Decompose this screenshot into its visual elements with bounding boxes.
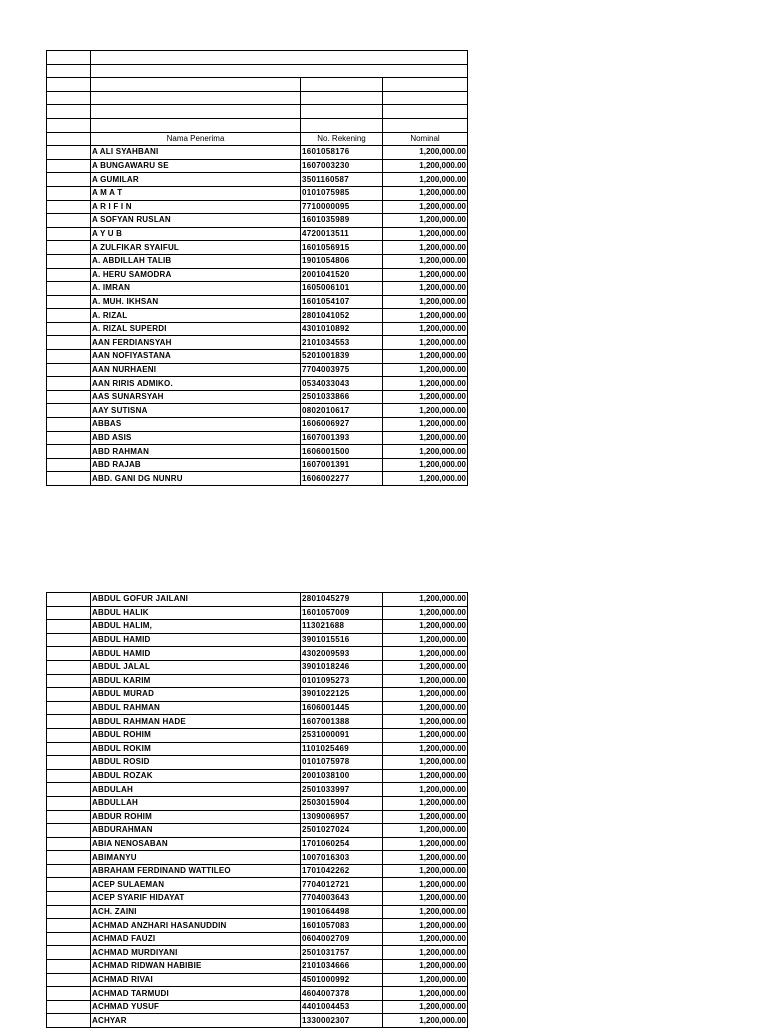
amount-value: 1,200,000.00 (383, 418, 468, 432)
table-row (47, 973, 468, 987)
amount-value: 1,200,000.00 (383, 404, 468, 418)
account-number: 2001038100 (301, 769, 383, 783)
account-number: 2503015904 (301, 796, 383, 810)
recipient-name: A. MUH. IKHSAN (91, 295, 301, 309)
account-number: 1605006101 (301, 282, 383, 296)
recipient-name: AAS SUNARSYAH (91, 390, 301, 404)
table-row (47, 728, 468, 742)
amount-value: 1,200,000.00 (383, 851, 468, 865)
recipient-name: ABDURAHMAN (91, 824, 301, 838)
amount-value: 1,200,000.00 (383, 783, 468, 797)
account-number: 1007016303 (301, 851, 383, 865)
recipient-name: A SOFYAN RUSLAN (91, 214, 301, 228)
table-row (47, 322, 468, 336)
table-row (47, 1014, 468, 1028)
recipient-name: ABD RAJAB (91, 458, 301, 472)
recipient-name: A GUMILAR (91, 173, 301, 187)
table-row (47, 864, 468, 878)
amount-value: 1,200,000.00 (383, 810, 468, 824)
recipient-name: ACEP SULAEMAN (91, 878, 301, 892)
table-row (47, 633, 468, 647)
account-number: 4301010892 (301, 322, 383, 336)
amount-value: 1,200,000.00 (383, 282, 468, 296)
recipient-name: ACH. ZAINI (91, 905, 301, 919)
recipient-name: ABDUL JALAL (91, 660, 301, 674)
table-row (47, 458, 468, 472)
column-header-row (47, 132, 468, 146)
account-number: 4720013511 (301, 227, 383, 241)
amount-value: 1,200,000.00 (383, 756, 468, 770)
table-row (47, 227, 468, 241)
recipient-name: ABDULAH (91, 783, 301, 797)
amount-value: 1,200,000.00 (383, 227, 468, 241)
recipient-name: ABDUL KARIM (91, 674, 301, 688)
recipient-name: A R I F I N (91, 200, 301, 214)
amount-value: 1,200,000.00 (383, 377, 468, 391)
amount-value: 1,200,000.00 (383, 472, 468, 486)
table-row (47, 431, 468, 445)
recipient-name: ACHYAR (91, 1014, 301, 1028)
table-row (47, 593, 468, 607)
table-row (47, 173, 468, 187)
table-row (47, 851, 468, 865)
account-number: 1607003230 (301, 159, 383, 173)
amount-value: 1,200,000.00 (383, 186, 468, 200)
table-row (47, 445, 468, 459)
account-number: 1601057083 (301, 919, 383, 933)
table-row (47, 254, 468, 268)
table-row (47, 1000, 468, 1014)
recipient-name: A. HERU SAMODRA (91, 268, 301, 282)
account-number: 2101034553 (301, 336, 383, 350)
amount-value: 1,200,000.00 (383, 647, 468, 661)
table-row (47, 620, 468, 634)
table-row (47, 660, 468, 674)
recipient-name: ABDULLAH (91, 796, 301, 810)
account-number: 3501160587 (301, 173, 383, 187)
amount-value: 1,200,000.00 (383, 878, 468, 892)
amount-value: 1,200,000.00 (383, 973, 468, 987)
account-number: 113021688 (301, 620, 383, 634)
recipient-name: ACHMAD MURDIYANI (91, 946, 301, 960)
account-number: 1601054107 (301, 295, 383, 309)
header-blank-row (47, 105, 468, 119)
account-number: 1901064498 (301, 905, 383, 919)
recipient-name: A. RIZAL (91, 309, 301, 323)
recipient-name: A. ABDILLAH TALIB (91, 254, 301, 268)
recipient-name: ACHMAD FAUZI (91, 932, 301, 946)
account-number: 0604002709 (301, 932, 383, 946)
recipient-name: AAY SUTISNA (91, 404, 301, 418)
recipient-name: A BUNGAWARU SE (91, 159, 301, 173)
account-number: 1701060254 (301, 837, 383, 851)
recipient-name: ACEP SYARIF HIDAYAT (91, 892, 301, 906)
amount-value: 1,200,000.00 (383, 932, 468, 946)
recipient-name: ACHMAD TARMUDI (91, 987, 301, 1001)
table-row (47, 878, 468, 892)
amount-value: 1,200,000.00 (383, 701, 468, 715)
recipient-name: ACHMAD ANZHARI HASANUDDIN (91, 919, 301, 933)
recipient-name: ABIA NENOSABAN (91, 837, 301, 851)
table-row (47, 268, 468, 282)
amount-value: 1,200,000.00 (383, 660, 468, 674)
recipient-name: AAN FERDIANSYAH (91, 336, 301, 350)
recipient-name: ABDUL ROZAK (91, 769, 301, 783)
account-number: 0802010617 (301, 404, 383, 418)
account-number: 2501031757 (301, 946, 383, 960)
recipient-name: ABDUL HALIK (91, 606, 301, 620)
amount-value: 1,200,000.00 (383, 173, 468, 187)
account-number: 3901015516 (301, 633, 383, 647)
amount-value: 1,200,000.00 (383, 241, 468, 255)
amount-value: 1,200,000.00 (383, 633, 468, 647)
account-number: 4401004453 (301, 1000, 383, 1014)
recipient-table-page-2 (46, 592, 468, 1028)
account-number: 1607001393 (301, 431, 383, 445)
recipient-name: ABDUL ROSID (91, 756, 301, 770)
amount-value: 1,200,000.00 (383, 268, 468, 282)
account-number: 2531000091 (301, 728, 383, 742)
header-blank-row (47, 51, 468, 65)
table-row (47, 824, 468, 838)
recipient-name: A. RIZAL SUPERDI (91, 322, 301, 336)
amount-value: 1,200,000.00 (383, 837, 468, 851)
recipient-name: ABDUL ROHIM (91, 728, 301, 742)
account-number: 1601057009 (301, 606, 383, 620)
amount-value: 1,200,000.00 (383, 620, 468, 634)
amount-value: 1,200,000.00 (383, 159, 468, 173)
table-row (47, 186, 468, 200)
recipient-name: A ALI SYAHBANI (91, 146, 301, 160)
amount-value: 1,200,000.00 (383, 960, 468, 974)
account-number: 4604007378 (301, 987, 383, 1001)
table-row (47, 159, 468, 173)
table-row (47, 390, 468, 404)
table-row (47, 282, 468, 296)
amount-value: 1,200,000.00 (383, 1014, 468, 1028)
table-row (47, 892, 468, 906)
recipient-name: AAN NURHAENI (91, 363, 301, 377)
amount-value: 1,200,000.00 (383, 254, 468, 268)
recipient-name: AAN RIRIS ADMIKO. (91, 377, 301, 391)
recipient-name: ABDUL HAMID (91, 633, 301, 647)
table-row (47, 960, 468, 974)
table-row (47, 200, 468, 214)
amount-value: 1,200,000.00 (383, 390, 468, 404)
account-number: 3901018246 (301, 660, 383, 674)
table-row (47, 796, 468, 810)
table-row (47, 146, 468, 160)
table-row (47, 418, 468, 432)
amount-value: 1,200,000.00 (383, 593, 468, 607)
amount-value: 1,200,000.00 (383, 946, 468, 960)
amount-value: 1,200,000.00 (383, 458, 468, 472)
recipient-name: ACHMAD RIDWAN HABIBIE (91, 960, 301, 974)
amount-value: 1,200,000.00 (383, 363, 468, 377)
amount-value: 1,200,000.00 (383, 146, 468, 160)
amount-value: 1,200,000.00 (383, 824, 468, 838)
account-number: 1606001500 (301, 445, 383, 459)
recipient-name: ABDUL GOFUR JAILANI (91, 593, 301, 607)
account-number: 1601056915 (301, 241, 383, 255)
amount-value: 1,200,000.00 (383, 322, 468, 336)
recipient-name: ABDUL RAHMAN (91, 701, 301, 715)
table-row (47, 932, 468, 946)
amount-value: 1,200,000.00 (383, 905, 468, 919)
account-number: 1607001391 (301, 458, 383, 472)
table-row (47, 377, 468, 391)
amount-value: 1,200,000.00 (383, 796, 468, 810)
table-row (47, 404, 468, 418)
table-row (47, 783, 468, 797)
account-number: 7704012721 (301, 878, 383, 892)
recipient-table-page-1 (46, 50, 468, 486)
account-number: 1601058176 (301, 146, 383, 160)
recipient-name: ABDUL RAHMAN HADE (91, 715, 301, 729)
account-number: 1901054806 (301, 254, 383, 268)
amount-value: 1,200,000.00 (383, 728, 468, 742)
table-row (47, 701, 468, 715)
account-number: 2501033866 (301, 390, 383, 404)
amount-value: 1,200,000.00 (383, 674, 468, 688)
amount-value: 1,200,000.00 (383, 715, 468, 729)
amount-value: 1,200,000.00 (383, 336, 468, 350)
column-header-amount: Nominal (383, 132, 468, 146)
table-row (47, 756, 468, 770)
recipient-name: ABDUR ROHIM (91, 810, 301, 824)
account-number: 7704003643 (301, 892, 383, 906)
amount-value: 1,200,000.00 (383, 445, 468, 459)
recipient-name: ABD ASIS (91, 431, 301, 445)
amount-value: 1,200,000.00 (383, 742, 468, 756)
header-blank-row (47, 118, 468, 132)
amount-value: 1,200,000.00 (383, 892, 468, 906)
account-number: 4501000992 (301, 973, 383, 987)
table-row (47, 606, 468, 620)
account-number: 1330002307 (301, 1014, 383, 1028)
recipient-name: ABRAHAM FERDINAND WATTILEO (91, 864, 301, 878)
recipient-name: AAN NOFIYASTANA (91, 350, 301, 364)
account-number: 2001041520 (301, 268, 383, 282)
recipient-name: ABD RAHMAN (91, 445, 301, 459)
account-number: 1309006957 (301, 810, 383, 824)
amount-value: 1,200,000.00 (383, 350, 468, 364)
recipient-name: ABD. GANI DG NUNRU (91, 472, 301, 486)
table-row (47, 688, 468, 702)
recipient-name: ABDUL HALIM, (91, 620, 301, 634)
account-number: 0534033043 (301, 377, 383, 391)
recipient-name: ABBAS (91, 418, 301, 432)
amount-value: 1,200,000.00 (383, 688, 468, 702)
account-number: 2501033997 (301, 783, 383, 797)
header-blank-row (47, 64, 468, 78)
recipient-name: ABDUL HAMID (91, 647, 301, 661)
account-number: 4302009593 (301, 647, 383, 661)
account-number: 2801045279 (301, 593, 383, 607)
account-number: 1606006927 (301, 418, 383, 432)
account-number: 1607001388 (301, 715, 383, 729)
account-number: 7710000095 (301, 200, 383, 214)
table-row (47, 905, 468, 919)
recipient-name: ABDUL ROKIM (91, 742, 301, 756)
table-row (47, 241, 468, 255)
table-row (47, 336, 468, 350)
account-number: 2101034666 (301, 960, 383, 974)
account-number: 2501027024 (301, 824, 383, 838)
account-number: 0101075985 (301, 186, 383, 200)
amount-value: 1,200,000.00 (383, 987, 468, 1001)
recipient-name: A M A T (91, 186, 301, 200)
table-row (47, 946, 468, 960)
recipient-name: A Y U B (91, 227, 301, 241)
table-row (47, 715, 468, 729)
table-row (47, 742, 468, 756)
amount-value: 1,200,000.00 (383, 200, 468, 214)
column-header-name: Nama Penerima (91, 132, 301, 146)
account-number: 1601035989 (301, 214, 383, 228)
table-row (47, 674, 468, 688)
recipient-name: ACHMAD YUSUF (91, 1000, 301, 1014)
recipient-name: ABDUL MURAD (91, 688, 301, 702)
table-row (47, 363, 468, 377)
account-number: 3901022125 (301, 688, 383, 702)
recipient-name: A. IMRAN (91, 282, 301, 296)
amount-value: 1,200,000.00 (383, 214, 468, 228)
header-blank-row (47, 78, 468, 92)
table-row (47, 810, 468, 824)
table-row (47, 837, 468, 851)
account-number: 1606002277 (301, 472, 383, 486)
amount-value: 1,200,000.00 (383, 919, 468, 933)
amount-value: 1,200,000.00 (383, 431, 468, 445)
table-row (47, 309, 468, 323)
account-number: 0101075978 (301, 756, 383, 770)
recipient-name: ACHMAD RIVAI (91, 973, 301, 987)
table-row (47, 214, 468, 228)
header-blank-row (47, 91, 468, 105)
table-row (47, 295, 468, 309)
account-number: 2801041052 (301, 309, 383, 323)
amount-value: 1,200,000.00 (383, 1000, 468, 1014)
amount-value: 1,200,000.00 (383, 769, 468, 783)
table-row (47, 472, 468, 486)
table-row (47, 769, 468, 783)
table-row (47, 647, 468, 661)
account-number: 0101095273 (301, 674, 383, 688)
table-row (47, 919, 468, 933)
table-row (47, 350, 468, 364)
account-number: 5201001839 (301, 350, 383, 364)
account-number: 7704003975 (301, 363, 383, 377)
amount-value: 1,200,000.00 (383, 606, 468, 620)
column-header-account: No. Rekening (301, 132, 383, 146)
recipient-name: ABIMANYU (91, 851, 301, 865)
account-number: 1701042262 (301, 864, 383, 878)
amount-value: 1,200,000.00 (383, 864, 468, 878)
table-row (47, 987, 468, 1001)
recipient-name: A ZULFIKAR SYAIFUL (91, 241, 301, 255)
account-number: 1606001445 (301, 701, 383, 715)
amount-value: 1,200,000.00 (383, 309, 468, 323)
account-number: 1101025469 (301, 742, 383, 756)
amount-value: 1,200,000.00 (383, 295, 468, 309)
